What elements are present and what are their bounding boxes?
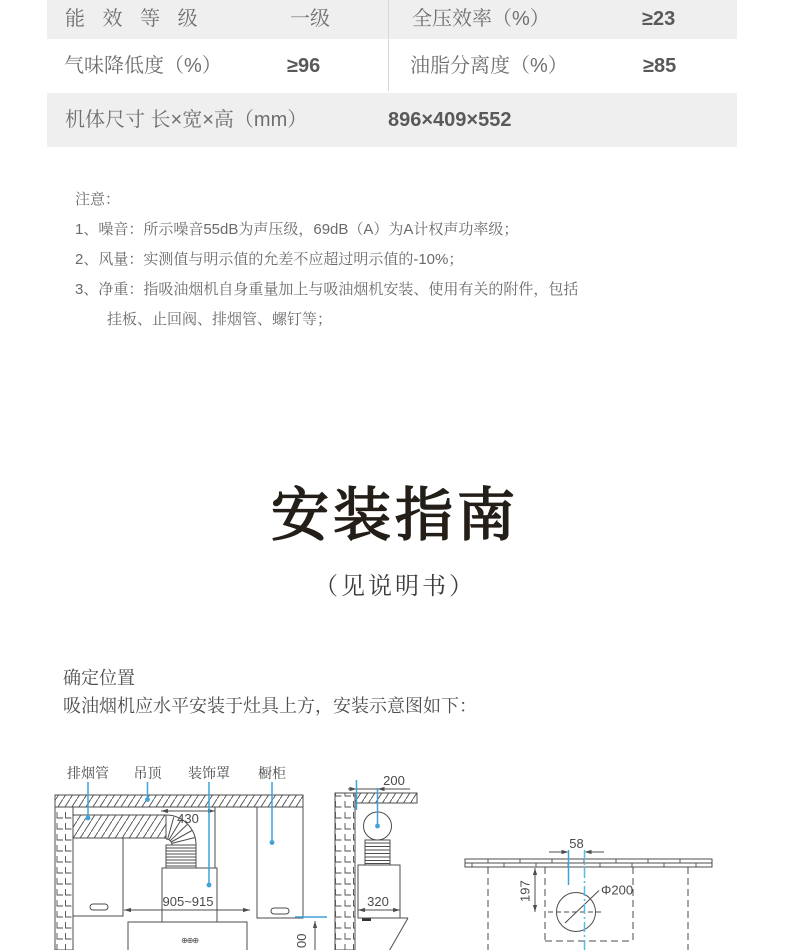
side-view [335, 787, 417, 950]
dim-height-partial: 00 [294, 933, 309, 948]
side-ceiling-hatch [355, 793, 417, 803]
note-item-noise: 1、噪音：所示噪音55dB为声压级，69dB（A）为A计权声功率级； [75, 221, 519, 238]
install-guide-subtitle: （见说明书） [314, 573, 476, 600]
ceiling-hatch [55, 795, 303, 807]
top-view [465, 850, 712, 950]
hood-controls-icon: ⊕⊕⊕ [180, 936, 199, 945]
note-item-weight-cont: 挂板、止回阀、排烟管、螺钉等； [107, 311, 333, 328]
position-heading: 确定位置 [63, 668, 135, 688]
body-size-label: 机体尺寸 长×宽×高（mm） [65, 109, 308, 131]
spec-row-energy [47, 0, 737, 39]
grease-separation-label: 油脂分离度（%） [410, 55, 568, 77]
side-wall [335, 793, 355, 950]
spec-row-dimensions [47, 93, 737, 147]
position-body: 吸油烟机应水平安装于灶具上方，安装示意图如下： [63, 696, 477, 716]
note-item-weight: 3、净重：指吸油烟机自身重量加上与吸油烟机安装、使用有关的附件，包括 [75, 281, 579, 298]
install-guide-title: 安装指南 [270, 483, 519, 548]
energy-level-label: 能 效 等 级 [65, 8, 204, 30]
right-cabinet [257, 807, 303, 918]
notes-heading: 注意： [75, 191, 121, 208]
energy-level-value: 一级 [290, 8, 330, 30]
odor-reduction-value: ≥96 [287, 55, 321, 77]
dim-duct-offset: 200 [383, 773, 405, 788]
pressure-efficiency-value: ≥23 [642, 8, 676, 30]
spec-row-odor-grease [47, 39, 737, 93]
dim-hood-width: 905~915 [162, 894, 214, 909]
dim-hole-depth: 197 [517, 880, 533, 902]
label-cabinet: 橱柜 [258, 765, 286, 781]
odor-reduction-label: 气味降低度（%） [64, 55, 222, 77]
grease-separation-value: ≥85 [643, 55, 677, 77]
left-wall [55, 807, 73, 950]
note-item-airflow: 2、风量：实测值与明示值的允差不应超过明示值的-10%； [75, 251, 464, 268]
spec-table [47, 0, 737, 147]
dim-hole-diameter: Φ200 [601, 882, 634, 898]
pressure-efficiency-label: 全压效率（%） [412, 8, 550, 30]
label-decorative-cover: 装饰罩 [188, 765, 230, 781]
table-column-divider [388, 0, 389, 91]
body-size-value: 896×409×552 [388, 109, 512, 131]
label-ceiling: 吊顶 [133, 765, 162, 781]
installation-diagram [0, 755, 790, 950]
position-section [63, 664, 477, 720]
label-exhaust-pipe: 排烟管 [67, 765, 109, 781]
dim-cover-width: 430 [177, 811, 199, 826]
notes-section [75, 185, 715, 335]
dim-hole-offset: 58 [569, 836, 584, 851]
dim-cover-depth: 320 [367, 894, 389, 909]
top-wall-band [465, 859, 712, 867]
